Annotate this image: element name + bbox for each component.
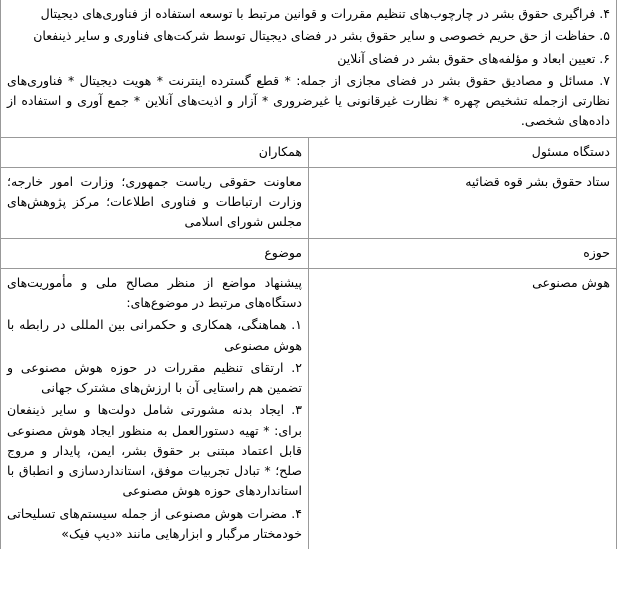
subject-label: موضوع bbox=[1, 238, 309, 268]
ai-topics-cell bbox=[1, 268, 309, 549]
collaborators-value: معاونت حقوقی ریاست جمهوری؛ وزارت امور خارجه؛ وزارت ارتباطات و فناوری اطلاعات؛ مرکز پژوهش‌های مجلس شورای اسلامی bbox=[1, 167, 309, 238]
list-item: ۲. ارتقای تنظیم مقررات در حوزه هوش مصنوعی و تضمین هم راستایی آن با ارزش‌های مشترک جهانی bbox=[7, 359, 302, 395]
list-item: ۱. هماهنگی، همکاری و حکمرانی بین المللی در رابطه با هوش مصنوعی bbox=[7, 317, 302, 353]
list-item: ۷. مسائل و مصادیق حقوق بشر در فضای مجازی از جمله: * قطع گسترده اینترنت * هویت دیجیتال * فناوری‌های نظارتی ازجمله تشخیص چهره * نظارت غیرقانونی یا غیرضروری * آزار و اذیت‌های آنلاین * جمع آوری و استفاده از داده‌های شخصی. bbox=[7, 72, 610, 129]
table-row-entities bbox=[1, 167, 617, 238]
domain-label: حوزه bbox=[309, 238, 617, 268]
list-item: ۳. ایجاد بدنه مشورتی شامل دولت‌ها و سایر ذینفعان برای: * تهیه دستورالعمل به منظور ایجاد هوش مصنوعی قابل اعتماد مبتنی بر حقوق بشر، ایمن، پایدار و مروج صلح؛ * تبادل تجربیات موفق، استانداردسازی و انطباق با استانداردهای حوزه هوش مصنوعی bbox=[7, 402, 302, 499]
table-row-header-domain bbox=[1, 238, 617, 268]
responsible-entity-value: ستاد حقوق بشر قوه قضائیه bbox=[309, 167, 617, 238]
table-row bbox=[1, 0, 617, 137]
table-row-ai-topic bbox=[1, 268, 617, 549]
list-item: ۴. فراگیری حقوق بشر در چارچوب‌های تنظیم مقررات و قوانین مرتبط با توسعه استفاده از فناوری‌های دیجیتال bbox=[40, 6, 610, 21]
table-row-header-responsible bbox=[1, 137, 617, 167]
list-item: ۴. مضرات هوش مصنوعی از جمله سیستم‌های تسلیحاتی خودمختار مرگبار و ابزارهایی مانند «دیپ فیک» bbox=[7, 505, 302, 541]
responsible-entity-label: دستگاه مسئول bbox=[309, 137, 617, 167]
ai-intro-text: پیشنهاد مواضع از منظر مصالح ملی و مأموریت‌های دستگاه‌های مرتبط در موضوع‌های: bbox=[7, 274, 302, 310]
domain-value-ai: هوش مصنوعی bbox=[309, 268, 617, 549]
list-item: ۵. حفاظت از حق حریم خصوصی و سایر حقوق بشر در فضای دیجیتال توسط شرکت‌های فناوری و سایر ذینفعان bbox=[33, 28, 610, 44]
list-item: ۶. تعیین ابعاد و مؤلفه‌های حقوق بشر در فضای آنلاین bbox=[337, 50, 610, 66]
collaborators-label: همکاران bbox=[1, 137, 309, 167]
human-rights-digital-list-cell bbox=[1, 0, 617, 137]
